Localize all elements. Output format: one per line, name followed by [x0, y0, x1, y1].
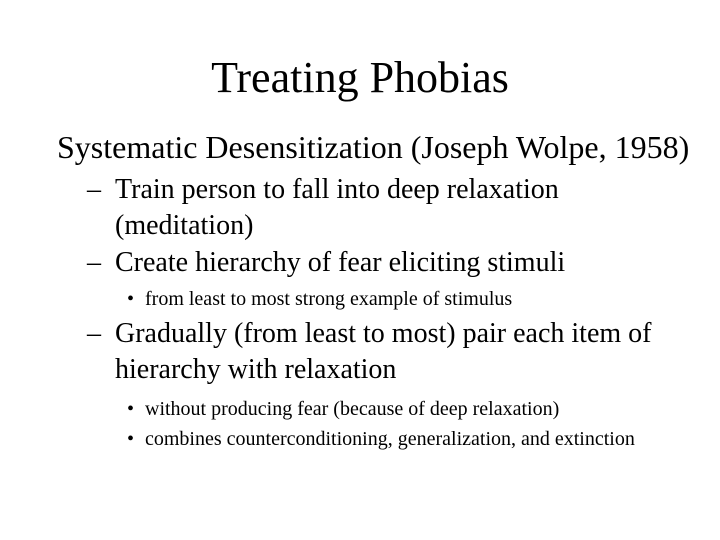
main-heading: Systematic Desensitization (Joseph Wolpe, 1958): [57, 129, 690, 165]
bullet-text: Gradually (from least to most) pair each item of hierarchy with relaxation: [115, 318, 652, 385]
bullet-hierarchy: [87, 245, 687, 281]
sub-bullet-least-to-most: [127, 286, 667, 312]
dash-marker: –: [87, 174, 101, 205]
bullet-dot: •: [127, 288, 135, 310]
bullet-relaxation: [87, 172, 687, 244]
bullet-text: Create hierarchy of fear eliciting stimuli: [115, 247, 566, 278]
sub-bullet-combines: [127, 426, 667, 452]
sub-bullet-text: from least to most strong example of stimulus: [145, 288, 513, 310]
sub-bullet-text: combines counterconditioning, generalization, and extinction: [145, 428, 635, 450]
slide-title: Treating Phobias: [211, 53, 509, 102]
bullet-dot: •: [127, 398, 135, 420]
dash-marker: –: [87, 318, 101, 349]
dash-marker: –: [87, 247, 101, 278]
bullet-gradually: [87, 316, 687, 388]
sub-bullet-text: without producing fear (because of deep relaxation): [145, 398, 560, 420]
bullet-dot: •: [127, 428, 135, 450]
bullet-text: Train person to fall into deep relaxation (meditation): [115, 174, 559, 241]
sub-bullet-without-fear: [127, 396, 667, 422]
